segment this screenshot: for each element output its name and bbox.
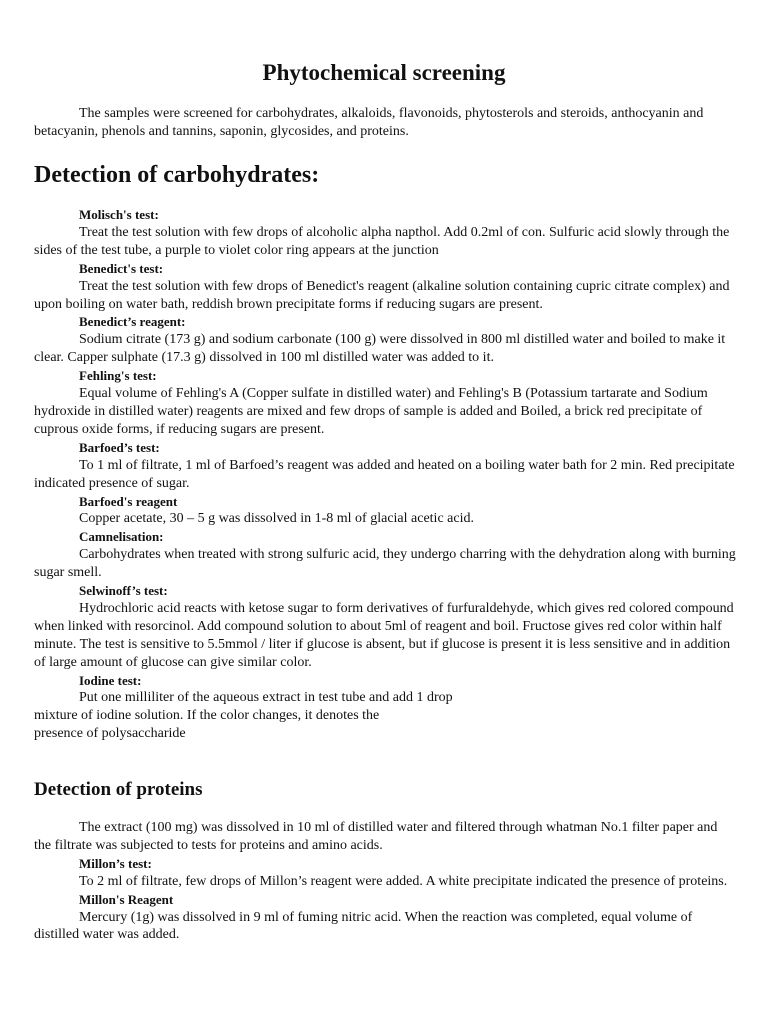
millon-test-text: To 2 ml of filtrate, few drops of Millon’s reagent were added. A white precipitate indicated the presence of proteins. bbox=[79, 873, 728, 889]
proteins-section bbox=[34, 819, 736, 944]
benedict-reagent-text: Sodium citrate (173 g) and sodium carbonate (100 g) were dissolved in 800 ml distilled water and boiled to make it clear. Capper sulphate (17.3 g) dissolved in 100 ml distilled water was added to it. bbox=[34, 332, 726, 366]
benedict-test-heading: Benedict's test: bbox=[79, 260, 164, 276]
benedict-reagent-heading: Benedict’s reagent: bbox=[79, 314, 186, 330]
proteins-intro-text: The extract (100 mg) was dissolved in 10 ml of distilled water and filtered through whatman No.1 filter paper and the filtrate was subjected to tests for proteins and amino acids. bbox=[34, 820, 718, 853]
fehling-test-heading: Fehling's test: bbox=[79, 368, 157, 384]
iodine-test-text-line-2: mixture of iodine solution. If the color changes, it denotes the bbox=[34, 708, 380, 724]
proteins-heading: Detection of proteins bbox=[34, 779, 203, 800]
millon-test-heading: Millon’s test: bbox=[79, 855, 152, 871]
millon-reagent-heading: Millon's Reagent bbox=[79, 891, 174, 907]
carbohydrates-heading: Detection of carbohydrates: bbox=[34, 162, 320, 188]
fehling-test-text: Equal volume of Fehling's A (Copper sulfate in distilled water) and Fehling's B (Potassium tartarate and Sodium hydroxide in distilled water) reagents are mixed and few drops of sample is added and Boiled, a brick red precipitate of cuprous oxide forms, if reducing sugars are present. bbox=[34, 386, 708, 437]
iodine-test-text-line-3: presence of polysaccharide bbox=[34, 726, 186, 742]
benedict-test-text: Treat the test solution with few drops of Benedict's reagent (alkaline solution containing cupric citrate complex) and bbox=[79, 278, 730, 294]
camnelisation-heading: Camnelisation: bbox=[79, 529, 164, 545]
page-title: Phytochemical screening bbox=[262, 60, 506, 85]
iodine-test-text: Put one milliliter of the aqueous extract in test tube and add 1 drop bbox=[79, 690, 453, 706]
barfoed-reagent-text: Copper acetate, 30 – 5 g was dissolved in 1-8 ml of glacial acetic acid. bbox=[79, 511, 474, 527]
barfoed-test-text: To 1 ml of filtrate, 1 ml of Barfoed’s reagent was added and heated on a boiling water bath for 2 min. Red precipitate indicated presence of sugar. bbox=[34, 457, 735, 491]
barfoed-reagent-heading: Barfoed's reagent bbox=[79, 493, 178, 509]
carbohydrates-section bbox=[34, 206, 736, 743]
molisch-test-heading: Molisch's test: bbox=[79, 207, 159, 222]
selwinoff-test-text: Hydrochloric acid reacts with ketose sugar to form derivatives of furfuraldehyde, which gives red colored compound when linked with resorcinol. Add compound solution to about 5ml of reagent and boil. Fructose gives red color within half minute. The test is sensitive to 5.5mmol / liter if glucose is absent, but if glucose is present it is less sensitive and in addition of large amount of glucose can give similar color. bbox=[34, 600, 734, 670]
molisch-test-text: Treat the test solution with few drops of alcoholic alpha napthol. Add 0.2ml of con. Sulfuric acid slowly through the sides of the test tube, a purple to violet color ring appears at the junction bbox=[34, 224, 730, 258]
selwinoff-test-heading: Selwinoff’s test: bbox=[79, 583, 168, 599]
barfoed-test-heading: Barfoed’s test: bbox=[79, 439, 160, 455]
camnelisation-text: Carbohydrates when treated with strong sulfuric acid, they undergo charring with the dehydration along with burning sugar smell. bbox=[34, 547, 736, 581]
intro-paragraph: The samples were screened for carbohydrates, alkaloids, flavonoids, phytosterols and steroids, anthocyanin and betacyanin, phenols and tannins, saponin, glycosides, and proteins. bbox=[34, 106, 704, 139]
iodine-test-heading: Iodine test: bbox=[79, 672, 142, 688]
benedict-test-text-continued: upon boiling on water bath, reddish brown precipitate forms if reducing sugars are present. bbox=[34, 296, 543, 312]
millon-reagent-text: Mercury (1g) was dissolved in 9 ml of fuming nitric acid. When the reaction was completed, equal volume of distilled water was added. bbox=[34, 909, 693, 943]
